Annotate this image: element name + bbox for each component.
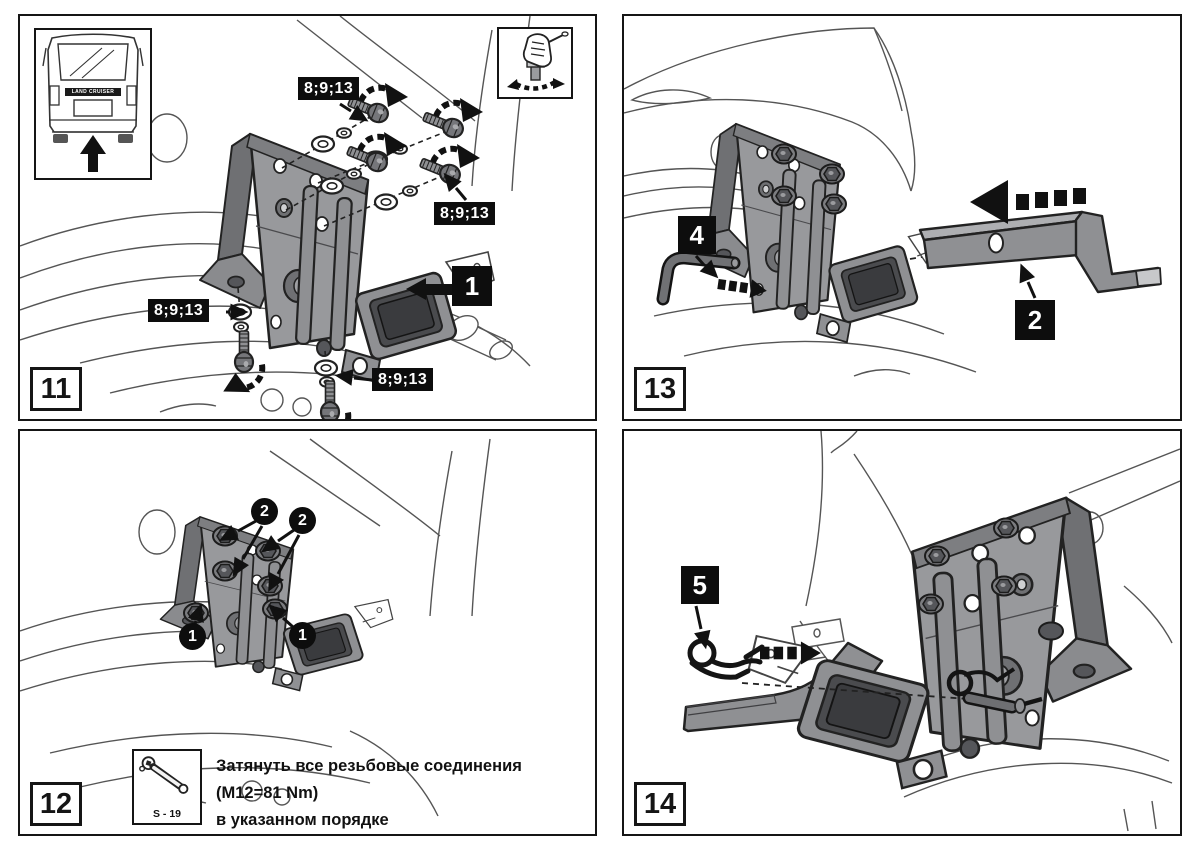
- panel-step-11: [18, 14, 597, 421]
- installed-bolt: [772, 187, 796, 206]
- step-number: 11: [30, 367, 82, 411]
- flat-washer: [321, 179, 343, 194]
- hand-tighten-inset: [497, 27, 573, 99]
- step-number: 14: [634, 782, 686, 826]
- car-rear-view-inset: [34, 28, 152, 180]
- installed-bolt: [772, 145, 796, 164]
- flat-washer: [375, 195, 397, 210]
- up-arrow-icon: [80, 135, 106, 172]
- car-model-badge: LAND CRUISER: [65, 88, 121, 96]
- part-callout-receiver: 1: [452, 266, 492, 306]
- part-callout-clip: 5: [681, 566, 719, 604]
- tighten-order-badge: 1: [179, 623, 206, 650]
- spring-washer: [403, 186, 417, 196]
- step-14-illustration: [624, 431, 1180, 834]
- torque-note-line1: Затянуть все резьбовые соединения (M12=81 Nm): [216, 757, 522, 803]
- spring-washer: [347, 169, 361, 179]
- hand-tighten-icon: [499, 29, 571, 97]
- ball-mount: [920, 212, 1161, 292]
- car-rear-view-icon: [36, 30, 150, 178]
- bolt-callout-bottom: 8;9;13: [372, 368, 433, 391]
- mounting-bolt: [235, 331, 253, 372]
- part-callout-ballmount: 2: [1015, 300, 1055, 340]
- flange-bolt-washer: [1039, 623, 1063, 640]
- tighten-order-badge: 1: [289, 622, 316, 649]
- torque-wrench-inset: [132, 749, 202, 825]
- installed-bolt: [822, 195, 846, 214]
- panel-step-12: [18, 429, 597, 836]
- r-clip: [690, 641, 762, 677]
- hitch-pin: [663, 258, 739, 299]
- torque-note: [216, 753, 588, 835]
- panel-step-13: [622, 14, 1182, 421]
- bolt-callout-left: 8;9;13: [148, 299, 209, 322]
- step-number: 13: [634, 367, 686, 411]
- flat-washer: [315, 361, 337, 376]
- installed-bolt: [820, 165, 844, 184]
- bolt-callout-right: 8;9;13: [434, 202, 495, 225]
- wrench-size-label: S - 19: [152, 808, 181, 820]
- panel-step-14: [622, 429, 1182, 836]
- hitch-bracket: [692, 124, 951, 342]
- torque-note-line2: в указанном порядке: [216, 811, 389, 830]
- part-callout-pin: 4: [678, 216, 716, 254]
- tighten-order-badge: 2: [251, 498, 278, 525]
- bolt-callout-top: 8;9;13: [298, 77, 359, 100]
- spring-washer: [337, 128, 351, 138]
- step-number: 12: [30, 782, 82, 826]
- torque-wrench-icon: [136, 754, 194, 798]
- mounting-bolt: [421, 108, 466, 140]
- flat-washer: [312, 137, 334, 152]
- tighten-order-badge: 2: [289, 507, 316, 534]
